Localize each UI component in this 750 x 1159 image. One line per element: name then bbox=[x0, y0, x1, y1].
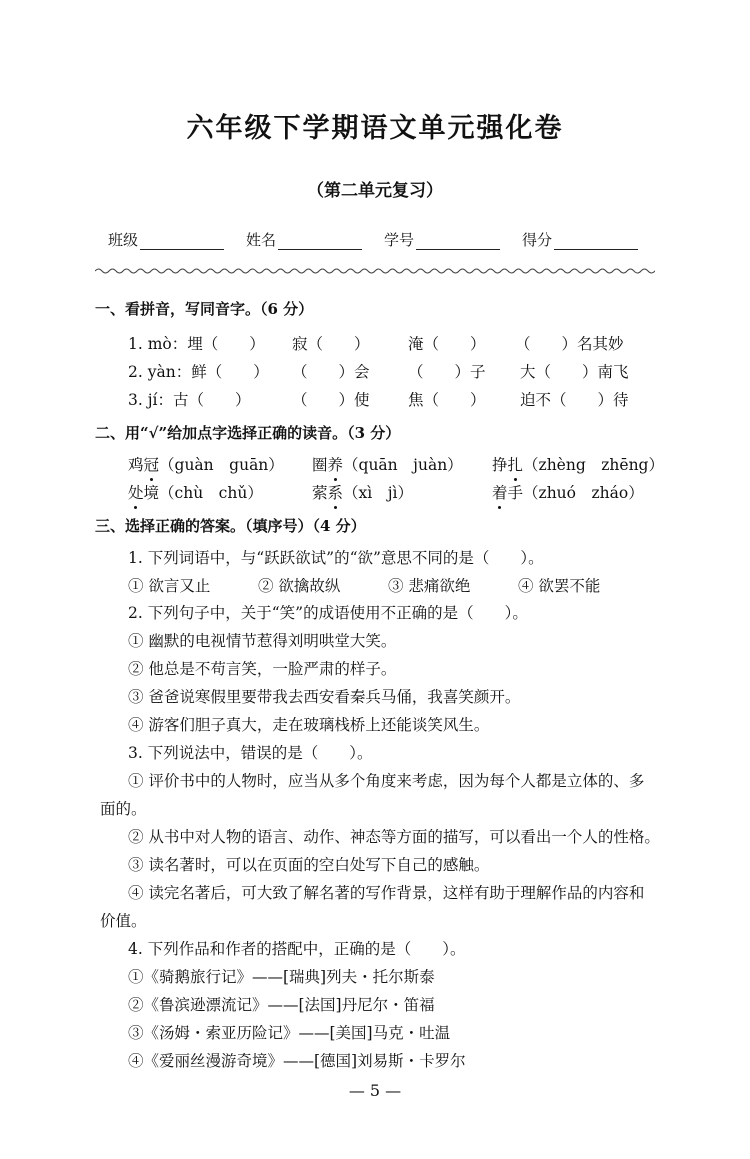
s1-r1-c2: 寂（ ） bbox=[292, 335, 370, 353]
q2-option-3: ③ 爸爸说寒假里要带我去西安看秦兵马俑，我喜笑颜开。 bbox=[128, 688, 521, 706]
s2-word-1: 鸡冠（guàn guān） bbox=[128, 453, 284, 475]
id-label: 学号 bbox=[384, 231, 415, 249]
id-field bbox=[384, 226, 500, 250]
q1-text: 1. 下列词语中，与“跃跃欲试”的“欲”意思不同的是（ ）。 bbox=[128, 549, 544, 567]
q3-option-4b: 价值。 bbox=[100, 912, 147, 930]
q2-option-4: ④ 游客们胆子真大，走在玻璃栈桥上还能谈笑风生。 bbox=[128, 716, 490, 734]
page-number: — 5 — bbox=[348, 1081, 402, 1100]
section2-heading: 二、用“√”给加点字选择正确的读音。（3 分） bbox=[95, 424, 401, 442]
score-label: 得分 bbox=[522, 231, 553, 249]
wavy-divider bbox=[95, 266, 655, 276]
q4-option-3: ③《汤姆・索亚历险记》——[美国]马克・吐温 bbox=[128, 1024, 451, 1042]
class-field bbox=[108, 226, 224, 250]
s1-r2-c3: （ ）子 bbox=[408, 363, 486, 381]
s1-r1-c3: 淹（ ） bbox=[408, 335, 486, 353]
dotted-char: 处 bbox=[128, 481, 144, 503]
s2-word-2: 圈养（quān juàn） bbox=[312, 453, 463, 475]
dotted-char: 系 bbox=[328, 481, 344, 503]
q3-option-4a: ④ 读完名著后，可大致了解名著的写作背景，这样有助于理解作品的内容和 bbox=[128, 884, 645, 902]
q4-option-4: ④《爱丽丝漫游奇境》——[德国]刘易斯・卡罗尔 bbox=[128, 1052, 466, 1070]
s2-word-4: 处境（chù chǔ） bbox=[128, 481, 263, 503]
name-label: 姓名 bbox=[246, 231, 277, 249]
score-field bbox=[522, 226, 638, 250]
s2-word-5: 萦系（xì jì） bbox=[312, 481, 413, 503]
q1-option-4: ④ 欲罢不能 bbox=[518, 577, 601, 595]
q4-option-1: ①《骑鹅旅行记》——[瑞典]列夫・托尔斯泰 bbox=[128, 968, 435, 986]
q3-option-3: ③ 读名著时，可以在页面的空白处写下自己的感触。 bbox=[128, 856, 490, 874]
name-field bbox=[246, 226, 362, 250]
q1-option-2: ② 欲擒故纵 bbox=[258, 577, 341, 595]
q4-option-2: ②《鲁滨逊漂流记》——[法国]丹尼尔・笛福 bbox=[128, 996, 435, 1014]
q2-option-1: ① 幽默的电视情节惹得刘明哄堂大笑。 bbox=[128, 632, 397, 650]
q3-option-1a: ① 评价书中的人物时，应当从多个角度来考虑，因为每个人都是立体的、多 bbox=[128, 772, 645, 790]
s1-r2-c1: 2. yàn：鲜（ ） bbox=[128, 363, 269, 381]
class-blank[interactable] bbox=[140, 231, 224, 250]
q2-option-2: ② 他总是不苟言笑，一脸严肃的样子。 bbox=[128, 660, 397, 678]
q3-option-2: ② 从书中对人物的语言、动作、神态等方面的描写，可以看出一个人的性格。 bbox=[128, 828, 660, 846]
s1-r3-c1: 3. jí：古（ ） bbox=[128, 391, 251, 409]
section1-heading: 一、看拼音，写同音字。（6 分） bbox=[95, 300, 314, 318]
score-blank[interactable] bbox=[554, 231, 638, 250]
q1-option-1: ① 欲言又止 bbox=[128, 577, 211, 595]
section3-heading: 三、选择正确的答案。（填序号）（4 分） bbox=[95, 517, 366, 535]
s1-r2-c2: （ ）会 bbox=[292, 363, 370, 381]
dotted-char: 着 bbox=[492, 481, 508, 503]
dotted-char: 养 bbox=[328, 453, 344, 475]
q2-text: 2. 下列句子中，关于“笑”的成语使用不正确的是（ ）。 bbox=[128, 604, 528, 622]
s1-r2-c4: 大（ ）南飞 bbox=[520, 363, 629, 381]
s1-r1-c4: （ ）名其妙 bbox=[515, 335, 624, 353]
page-subtitle: （第二单元复习） bbox=[307, 181, 443, 201]
q4-text: 4. 下列作品和作者的搭配中，正确的是（ ）。 bbox=[128, 940, 466, 958]
s1-r1-c1: 1. mò：埋（ ） bbox=[128, 335, 265, 353]
name-blank[interactable] bbox=[278, 231, 362, 250]
q3-option-1b: 面的。 bbox=[100, 800, 147, 818]
s1-r3-c3: 焦（ ） bbox=[408, 391, 486, 409]
s1-r3-c4: 迫不（ ）待 bbox=[520, 391, 629, 409]
student-info-row bbox=[108, 226, 660, 250]
q1-option-3: ③ 悲痛欲绝 bbox=[388, 577, 471, 595]
s2-word-3: 挣扎（zhèng zhēng） bbox=[492, 453, 664, 475]
dotted-char: 冠 bbox=[144, 453, 160, 475]
s1-r3-c2: （ ）使 bbox=[292, 391, 370, 409]
page-title: 六年级下学期语文单元强化卷 bbox=[186, 113, 564, 144]
dotted-char: 扎 bbox=[508, 453, 524, 475]
s2-word-6: 着手（zhuó zháo） bbox=[492, 481, 644, 503]
q3-text: 3. 下列说法中，错误的是（ ）。 bbox=[128, 744, 373, 762]
id-blank[interactable] bbox=[416, 231, 500, 250]
class-label: 班级 bbox=[108, 231, 139, 249]
